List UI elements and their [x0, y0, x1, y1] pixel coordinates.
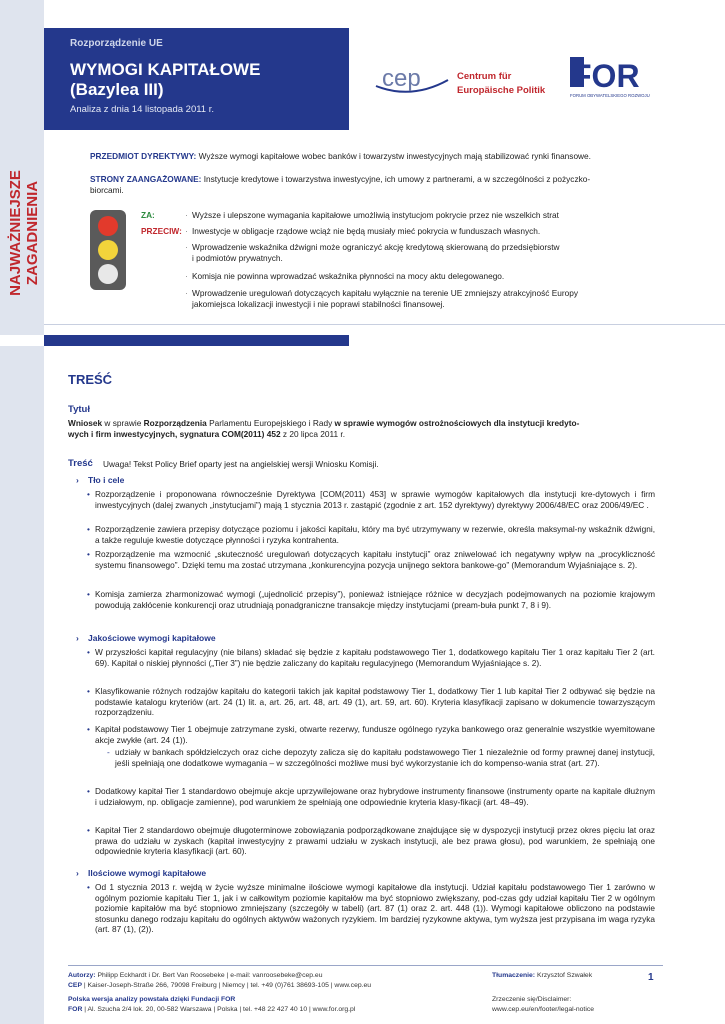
- section-heading: [76, 633, 216, 643]
- side-title-line-2: ZAGADNIENIA: [24, 180, 41, 286]
- analysis-date: Analiza z dnia 14 listopada 2011 r.: [70, 104, 215, 115]
- footer-cep: [68, 981, 371, 990]
- list-item-text: Dodatkowy kapitał Tier 1 standardowo obejmuje akcje uprzywilejowane oraz hybrydowe instrumenty finansowe (instrumenty oparte na kapitale dłużnym i udziałowym, np. obligacje zamienne), pod warunkiem że spełniają one odpowiednie kryteria klasy-fikacji (art. 48–49).: [95, 786, 655, 807]
- footer-disclaimer: Zrzeczenie się/Disclaimer:: [492, 996, 572, 1003]
- parties-label: STRONY ZAANGAŻOWANE:: [90, 174, 202, 184]
- chevron-right-icon: ›: [76, 868, 79, 878]
- parties-text-2: biorcami.: [90, 185, 124, 195]
- footer-label: CEP: [68, 982, 82, 989]
- con-point: · Komisja nie powinna wprowadzać wskaźnika płynności na mocy aktu delegowanego.: [185, 271, 505, 281]
- title-part: Parlamentu Europejskiego i Rady: [206, 418, 335, 428]
- list-item: [87, 647, 655, 668]
- list-item: [87, 882, 655, 935]
- title-text-1: [68, 418, 658, 429]
- footer-authors: [68, 971, 323, 980]
- con-point-text: Komisja nie powinna wprowadzać wskaźnika płynności na mocy aktu delegowanego.: [192, 271, 505, 281]
- footer-divider: [68, 965, 663, 966]
- tresc-note: Uwaga! Tekst Policy Brief oparty jest na angielskiej wersji Wniosku Komisji.: [103, 459, 379, 469]
- con-point-text: Wprowadzenie uregulowań dotyczących kapitału wyłącznie na terenie UE zmniejszy atrakcyjność Europy: [192, 288, 578, 298]
- side-title: [4, 148, 44, 318]
- for-logo: [570, 55, 660, 100]
- list-item-text: Klasyfikowanie różnych rodzajów kapitału do kategorii takich jak kapitał podstawowy Tier 1, dodatkowy Tier 1 lub kapitał Tier 2 odbywać się będzie na podstawie katalogu kryteriów (art. 24 (1) lit. a, art. 26, art. 48, art. 49 (1), art. 59, art. 60). Kryteria klasyfikacji zapisano w dokumencie towarzyszącym rozporządzeniu.: [95, 686, 655, 718]
- chevron-right-icon: ›: [76, 633, 79, 643]
- con-point-cont: i podmiotów prywatnych.: [192, 253, 283, 263]
- con-point-cont: jakomiejsca lokalizacji inwestycji i nie poprawi stabilności finansowej.: [192, 299, 445, 309]
- bullet-icon: •: [87, 786, 90, 796]
- directive-label: PRZEDMIOT DYREKTYWY:: [90, 151, 197, 161]
- page-title: [70, 60, 260, 100]
- list-item-text: W przyszłości kapitał regulacyjny (nie bilans) składać się będzie z kapitału podstawowego Tier 1, dodatkowego kapitału Tier 1 oraz kapitału Tier 2 (art. 69). Kapitał o niskiej płynności („Tier 3”) nie będzie zaliczany do kapitału regulacyjnego (Memorandum Wyjaśniające s. 2).: [95, 647, 655, 668]
- footer-disclaimer-link[interactable]: www.cep.eu/en/footer/legal-notice: [492, 1006, 595, 1013]
- content-heading: TREŚĆ: [68, 372, 113, 387]
- traffic-light-icon: [90, 210, 126, 290]
- title-part: wych i firm inwestycyjnych, sygnatura COM(2011) 452: [68, 429, 281, 439]
- cep-logo: [372, 60, 452, 100]
- section-heading: [76, 475, 124, 485]
- con-point: · Wprowadzenie wskaźnika dźwigni może ograniczyć akcję kredytową skierowaną do przedsiębiorstw: [185, 242, 560, 252]
- bullet-icon: •: [87, 489, 90, 499]
- section-title: Jakościowe wymogi kapitałowe: [88, 633, 216, 643]
- parties-line: [90, 174, 680, 185]
- title-part: Wniosek: [68, 418, 103, 428]
- list-item: [87, 786, 655, 807]
- bullet-icon: •: [87, 686, 90, 696]
- section-title: Tło i cele: [88, 475, 125, 485]
- chevron-right-icon: ›: [76, 475, 79, 485]
- footer-text: | Kaiser-Joseph-Straße 266, 79098 Freiburg | Niemcy | tel. +49 (0)761 38693-105 | www.cep.eu: [81, 982, 372, 989]
- directive-line: [90, 151, 680, 162]
- list-item: [87, 825, 655, 857]
- sub-list-item-text: udziały w bankach spółdzielczych oraz ciche depozyty zalicza się do kapitału podstawowego Tier 1 niezależnie od formy prawnej danej instytucji, jeśli spełniają one dodatkowe wymagania – w szczególności możliwe musi być wykorzystanie ich do kompenso-wania strat (art. 27).: [115, 747, 655, 768]
- pro-point-text: Wyższe i ulepszone wymagania kapitałowe umożliwią instytucjom pokrycie przez nie wszelkich strat: [192, 210, 559, 220]
- list-item: [87, 489, 655, 510]
- footer-label: Autorzy:: [68, 972, 96, 979]
- title-heading: Tytuł: [68, 404, 90, 415]
- bullet-icon: •: [87, 825, 90, 835]
- cep-name-line-1: Centrum für: [457, 71, 512, 82]
- list-item-text: Rozporządzenie zawiera przepisy dotyczące poziomu i jakości kapitału, który ma być utrzymywany w rezerwie, określa maksymal-ny wskaźnik dźwigni, a także reguluje kwestie dotyczące płynności i ryzyka kontrahenta.: [95, 524, 655, 545]
- list-item: [87, 686, 655, 718]
- cep-wordmark: cep: [382, 65, 421, 92]
- footer-label: Tłumaczenie:: [492, 972, 536, 979]
- bullet-icon: •: [87, 524, 90, 534]
- list-item: [87, 589, 655, 610]
- list-item: [87, 524, 655, 545]
- section-title: Ilościowe wymogi kapitałowe: [88, 868, 207, 878]
- footer-label: FOR: [68, 1006, 83, 1013]
- bullet-icon: •: [87, 549, 90, 559]
- header-label: Rozporządzenie UE: [70, 38, 163, 49]
- title-line-2: (Bazylea III): [70, 80, 164, 99]
- list-item-text: Kapitał podstawowy Tier 1 obejmuje zatrzymane zyski, otwarte rezerwy, fundusze ogólnego ryzyka bankowego oraz generalnie wszystkie wyemitowane akcje zwykłe (art. 24 (1)).: [95, 724, 655, 745]
- con-label: PRZECIW:: [141, 226, 182, 236]
- footer-for: [68, 1005, 355, 1014]
- for-wordmark: FOR: [572, 58, 640, 94]
- tresc-heading: Treść: [68, 458, 93, 469]
- title-line-1: WYMOGI KAPITAŁOWE: [70, 60, 261, 79]
- title-part: w sprawie: [102, 418, 144, 428]
- title-part: Rozporządzenia: [143, 418, 207, 428]
- list-item-text: Rozporządzenie i proponowana równocześnie Dyrektywa [COM(2011) 453] w sprawie wymogów kapitałowych dla instytucji kre-dytowych i firm inwestycyjnych (dalej zwanych „instytucjami”) mają 1 stycznia 2013 r. zastąpić (zgodnie z art. 152 dyrektywy) dyrektywy 2006/48/EC oraz 2006/49/EC .: [95, 489, 655, 510]
- for-caption: FORUM OBYWATELSKIEGO ROZWOJU: [570, 93, 650, 98]
- pro-point: · Wyższe i ulepszone wymagania kapitałowe umożliwią instytucjom pokrycie przez nie wszelkich strat: [185, 210, 559, 220]
- left-strip-bottom: [0, 346, 44, 1024]
- page-number: 1: [648, 972, 654, 983]
- list-item-text: Od 1 stycznia 2013 r. wejdą w życie wyższe minimalne ilościowe wymogi kapitałowe dla instytucji. Udział kapitału podstawowego Tier 1 zarówno w ogólnym poziomie kapitału Tier 1, jak i w całkowitym poziomie kapitałów ma być stopniowo zwiększany, pod-czas gdy udział kapitału Tier 2 w ogólnym poziomie kapitałów ma być stopniowo zmniejszany (szczegóły w tabeli) (art. 87 (1) oraz 2. art. 448 (1)). Wymogi kapitałowe obliczono na podstawie stosunku danego rodzaju kapitału do ogólnych aktywów ważonych ryzykiem. Im bardziej ryzykowne aktywa, tym wyższa jest przypisana im waga ryzyka (art. 87 (1), (2)).: [95, 882, 655, 935]
- pro-label: ZA:: [141, 210, 155, 220]
- footer-polish: [68, 995, 235, 1004]
- bullet-icon: •: [87, 882, 90, 892]
- yellow-light: [98, 240, 118, 260]
- cep-name-line-2: Europäische Politik: [457, 85, 546, 96]
- footer-translation: [492, 971, 592, 980]
- parties-text-1: Instytucje kredytowe i towarzystwa inwestycyjne, ich umowy z partnerami, a w szczególności z pożyczko-: [203, 174, 591, 184]
- footer-text: Philipp Eckhardt i Dr. Bert Van Roosebeke | e-mail: vanroosebeke@cep.eu: [95, 972, 323, 979]
- con-point-text: Wprowadzenie wskaźnika dźwigni może ograniczyć akcję kredytową skierowaną do przedsiębiorstw: [192, 242, 560, 252]
- footer-label: Polska wersja analizy powstała dzięki Fundacji FOR: [68, 996, 236, 1003]
- cep-name: [457, 70, 545, 98]
- title-part: w sprawie wymogów ostrożnościowych dla instytucji kredyto-: [334, 418, 580, 428]
- side-title-text: [7, 170, 41, 296]
- list-item-text: Komisja zamierza zharmonizować wymogi („ujednolicić przepisy”), ponieważ istniejące różnice w decyzjach podejmowanych na poziomie krajowym powodują zakłócenie konkurencji oraz utrudniają ponadgraniczne transakcje między instytucjami (pream-buła punkt 7, 8 i 9).: [95, 589, 655, 610]
- con-point-text: Inwestycje w obligacje rządowe wciąż nie będą musiały mieć pokrycia w funduszach własnych.: [192, 226, 541, 236]
- divider-bar: [44, 335, 349, 346]
- bullet-icon: •: [87, 724, 90, 734]
- section-heading: [76, 868, 206, 878]
- title-part: z 20 lipca 2011 r.: [280, 429, 345, 439]
- footer-text: | Al. Szucha 2/4 lok. 20, 00-582 Warszawa | Polska | tel. +48 22 427 40 10 | www.for.org.pl: [82, 1006, 356, 1013]
- bullet-icon: •: [87, 589, 90, 599]
- list-item-text: Kapitał Tier 2 standardowo obejmuje długoterminowe zobowiązania podporządkowane znajdujące się w dyspozycji instytucji przez okres pięciu lat oraz prawa do udziału w zyskach (kapitał inwestycyjny z prawami udziału w zyskach instytucji, ale bez prawa głosu), pod warunkiem, że spełniają one odpowiednie kryteria klasyfikacji (art. 60).: [95, 825, 655, 857]
- bullet-icon: •: [87, 647, 90, 657]
- red-light: [98, 216, 118, 236]
- side-title-line-1: NAJWAŻNIEJSZE: [7, 170, 24, 296]
- list-item: [87, 724, 655, 745]
- sub-list-item: [107, 747, 655, 768]
- dash-icon: -: [107, 747, 110, 757]
- con-point: · Inwestycje w obligacje rządowe wciąż nie będą musiały mieć pokrycia w funduszach własnych.: [185, 226, 541, 236]
- list-item: [87, 549, 655, 570]
- white-light: [98, 264, 118, 284]
- con-point: · Wprowadzenie uregulowań dotyczących kapitału wyłącznie na terenie UE zmniejszy atrakcyjność Europy: [185, 288, 578, 298]
- directive-text: Wyższe wymogi kapitałowe wobec banków i towarzystw inwestycyjnych mają stabilizować rynki finansowe.: [198, 151, 591, 161]
- title-text-2: [68, 429, 658, 440]
- list-item-text: Rozporządzenie ma wzmocnić „skuteczność uregulowań dotyczących kapitału instytucji” oraz zniwelować ich negatywny wpływ na „procykliczność systemu finansowego”. Dzięki temu ma zostać utrzymana „konkurencyjna pozycja unijnego sektora bankowe-go” (Memorandum Wyjaśniające s. 2).: [95, 549, 655, 570]
- footer-text: Krzysztof Szwałek: [535, 972, 593, 979]
